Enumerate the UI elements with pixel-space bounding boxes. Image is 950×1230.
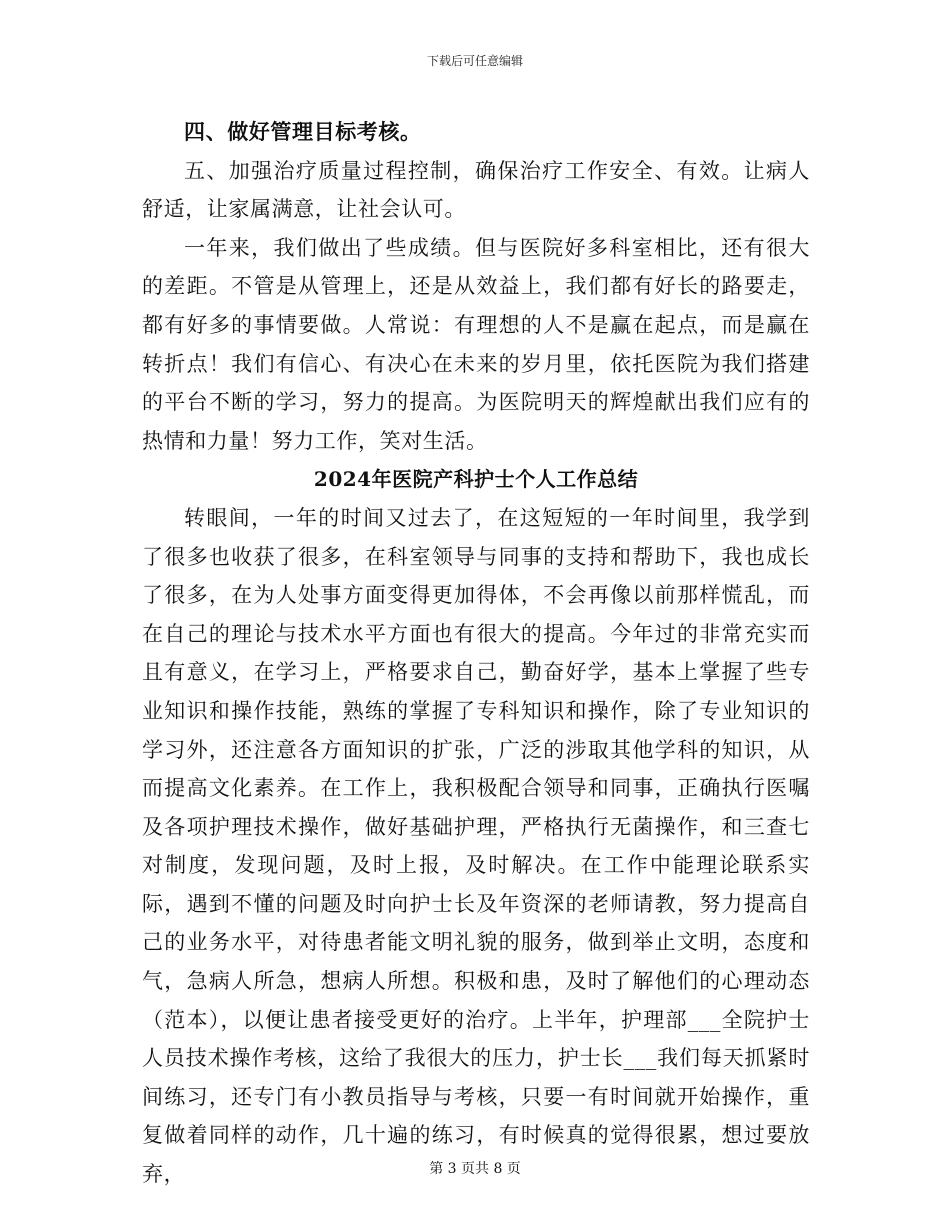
section-heading-four: 四、做好管理目标考核。: [184, 119, 422, 144]
paragraph-section-five: 五、加强治疗质量过程控制，确保治疗工作安全、有效。让病人舒适，让家属满意，让社会认可。: [142, 158, 810, 222]
paragraph-conclusion: 一年来，我们做出了些成绩。但与医院好多科室相比，还有很大的差距。不管是从管理上，还是从效益上，我们都有好长的路要走，都有好多的事情要做。人常说：有理想的人不是赢在起点，而是赢在转折点！我们有信心、有决心在未来的岁月里，依托医院为我们搭建的平台不断的学习，努力的提高。为医院明天的辉煌献出我们应有的热情和力量！努力工作，笑对生活。: [142, 235, 810, 453]
page-header: 下载后可任意编辑: [426, 54, 523, 68]
page-number-footer: 第 3 页共 8 页: [429, 1161, 521, 1177]
document-body: [142, 113, 810, 1194]
paragraph-summary-body: 转眼间，一年的时间又过去了，在这短短的一年时间里，我学到了很多也收获了很多，在科室领导与同事的支持和帮助下，我也成长了很多，在为人处事方面变得更加得体，不会再像以前那样慌乱，而在自己的理论与技术水平方面也有很大的提高。今年过的非常充实而且有意义，在学习上，严格要求自己，勤奋好学，基本上掌握了些专业知识和操作技能，熟练的掌握了专科知识和操作，除了专业知识的学习外，还注意各方面知识的扩张，广泛的涉取其他学科的知识，从而提高文化素养。在工作上，我积极配合领导和同事，正确执行医嘱及各项护理技术操作，做好基础护理，严格执行无菌操作，和三查七对制度，发现问题，及时上报，及时解决。在工作中能理论联系实际，遇到不懂的问题及时向护士长及年资深的老师请教，努力提高自己的业务水平，对待患者能文明礼貌的服务，做到举止文明，态度和气，急病人所急，想病人所想。积极和患，及时了解他们的心理动态（范本），以便让患者接受更好的治疗。上半年，护理部___全院护士人员技术操作考核，这给了我很大的压力，护士长___我们每天抓紧时间练习，还专门有小教员指导与考核，只要一有时间就开始操作，重复做着同样的动作，几十遍的练习，有时候真的觉得很累，想过要放弃，: [142, 505, 810, 1187]
document-title: 2024年医院产科护士个人工作总结: [313, 467, 639, 492]
